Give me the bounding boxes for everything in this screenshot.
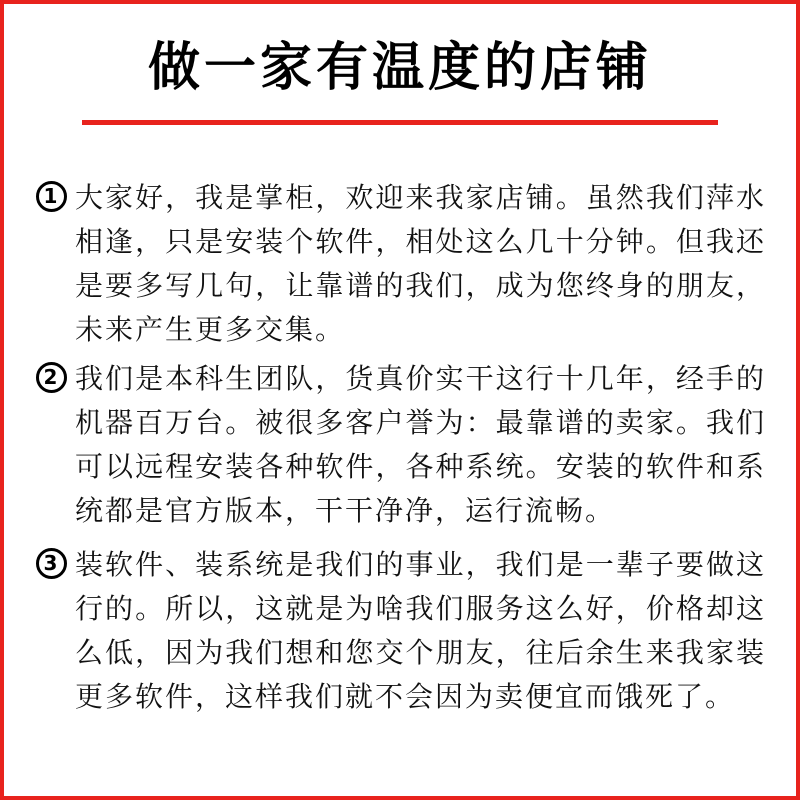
circled-number-3: 3 bbox=[36, 548, 67, 579]
paragraph-2 bbox=[36, 357, 766, 533]
circled-number-1: 1 bbox=[36, 181, 67, 212]
paragraph-1-text: 大家好，我是掌柜，欢迎来我家店铺。虽然我们萍水相逢，只是安装个软件，相处这么几十分钟。但我还是要多写几句，让靠谱的我们，成为您终身的朋友，未来产生更多交集。 bbox=[75, 181, 766, 346]
poster-title: 做一家有温度的店铺 bbox=[147, 38, 652, 98]
circled-number-2: 2 bbox=[36, 362, 67, 393]
paragraph-2-text: 我们是本科生团队，货真价实干这行十几年，经手的机器百万台。被很多客户誉为：最靠谱的卖家。我们可以远程安装各种软件，各种系统。安装的软件和系统都是官方版本，干干净净，运行流畅。 bbox=[75, 362, 766, 527]
title-underline bbox=[82, 120, 718, 125]
paragraph-3 bbox=[36, 543, 766, 719]
paragraph-1 bbox=[36, 176, 766, 352]
paragraph-3-text: 装软件、装系统是我们的事业，我们是一辈子要做这行的。所以，这就是为啥我们服务这么好，价格却这么低，因为我们想和您交个朋友，往后余生来我家装更多软件，这样我们就不会因为卖便宜而饿死了。 bbox=[75, 548, 766, 713]
